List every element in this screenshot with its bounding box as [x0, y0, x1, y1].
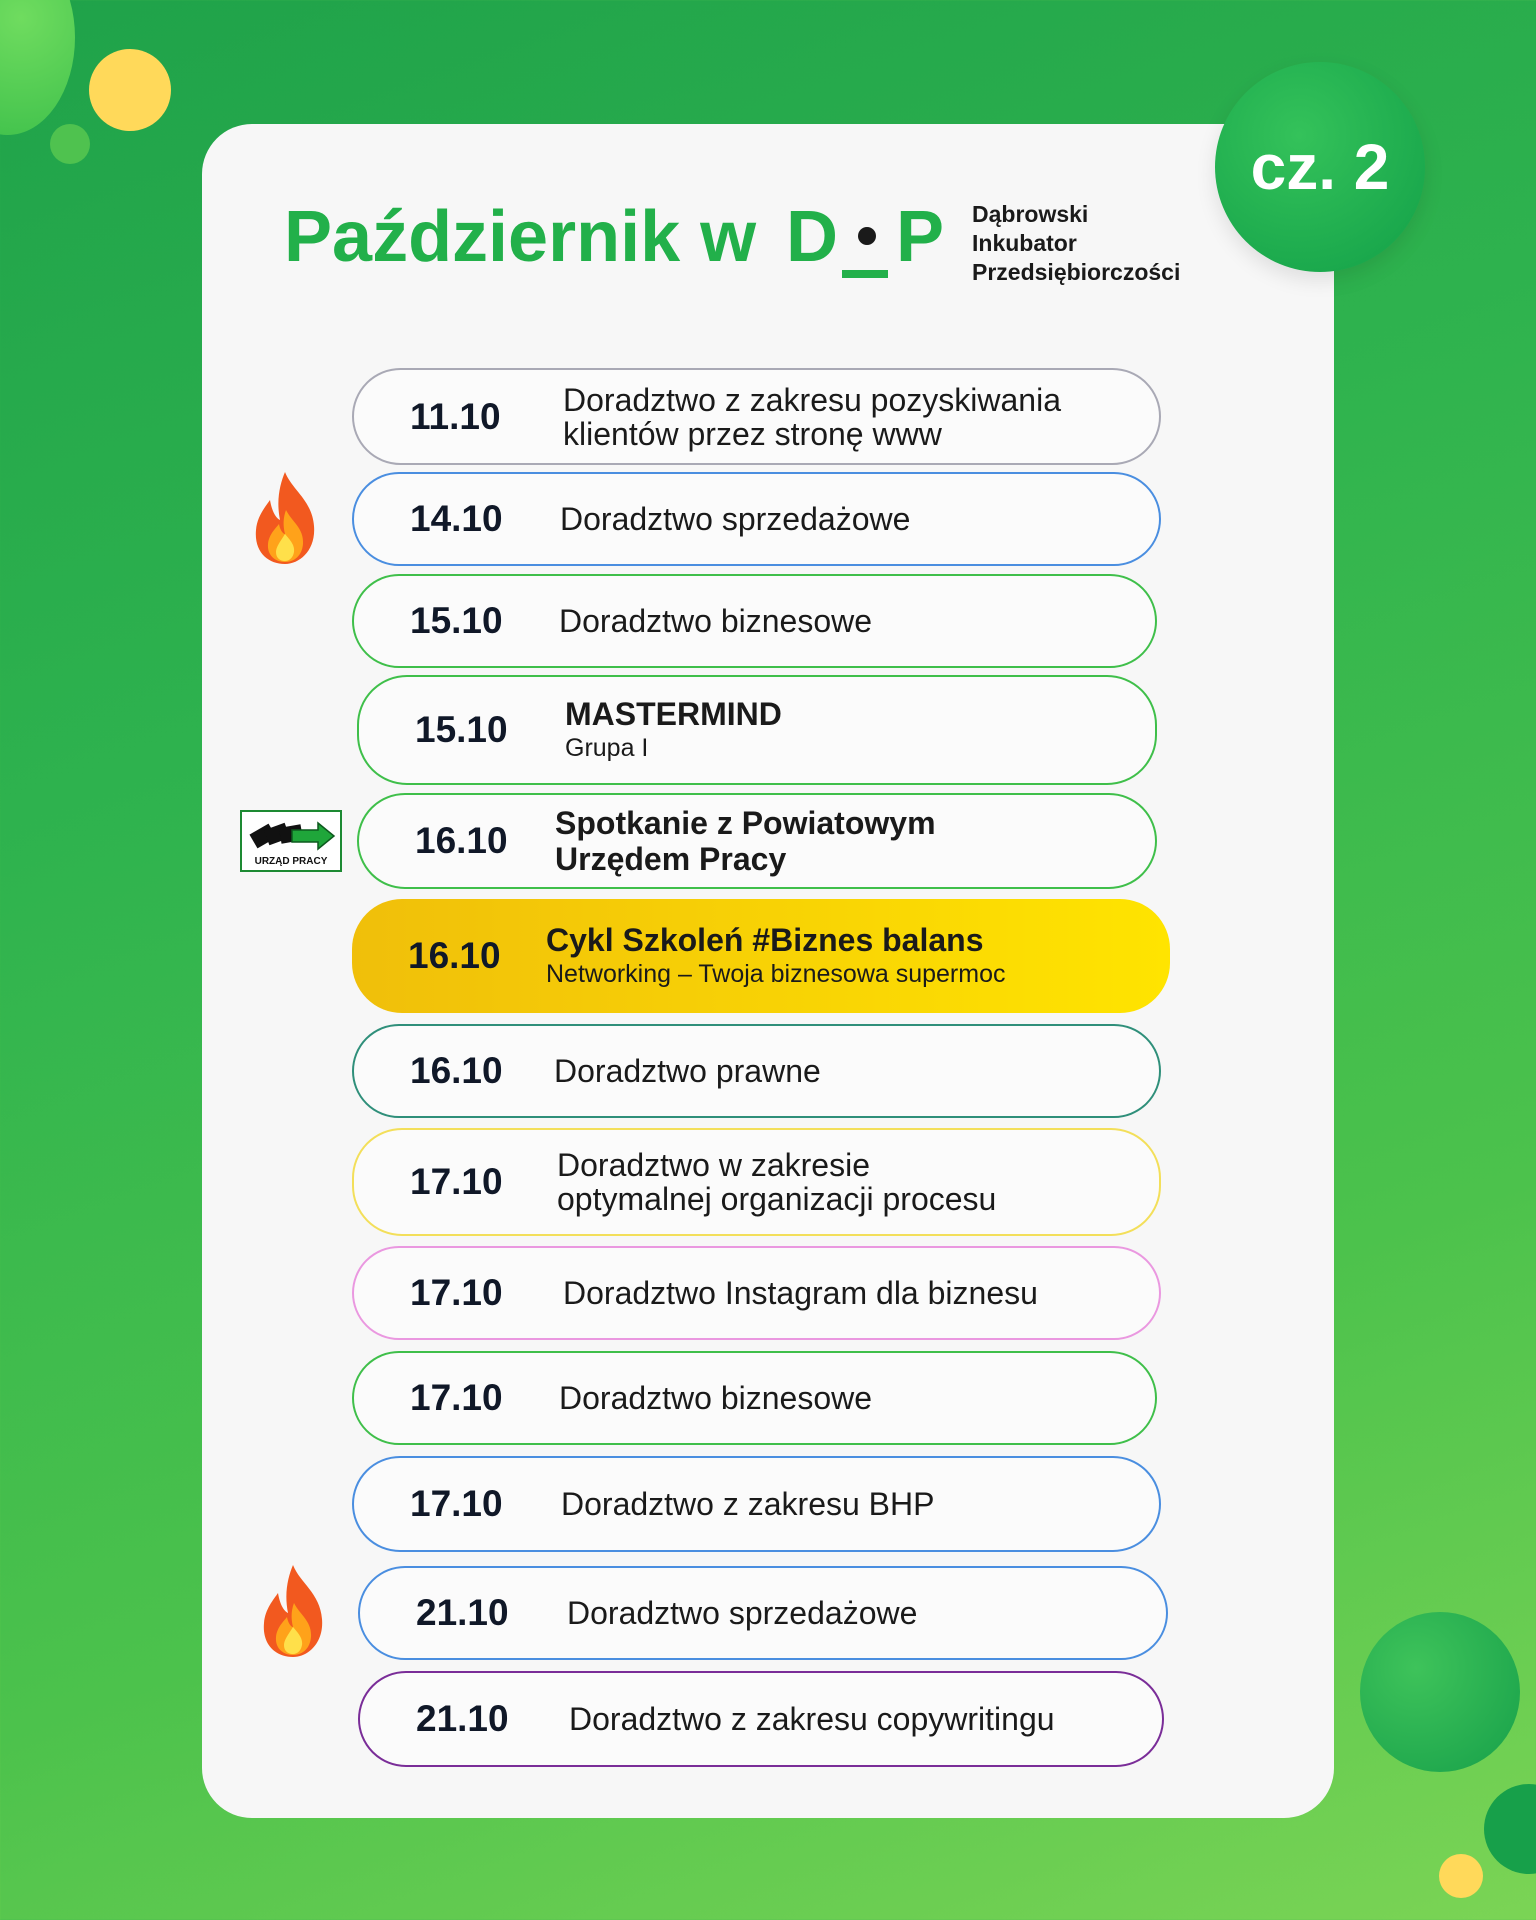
event-subtitle: Networking – Twoja biznesowa supermoc [546, 960, 1006, 988]
event-line: klientów przez stronę www [563, 415, 942, 452]
event-date: 17.10 [410, 1161, 503, 1202]
event-row [352, 1351, 1157, 1445]
logo-underline [842, 270, 888, 278]
event-date: 21.10 [416, 1592, 509, 1633]
decor-circle-yellow [89, 49, 171, 131]
job-cards-icon [248, 816, 336, 856]
event-line: Doradztwo biznesowe [559, 603, 873, 639]
event-title-line: Urzędem Pracy [555, 841, 787, 877]
event-description [555, 795, 936, 887]
event-row [357, 793, 1157, 889]
logo-name-line: Dąbrowski [972, 201, 1089, 227]
event-date: 21.10 [416, 1698, 509, 1739]
decor-circle-top-left [0, 0, 75, 135]
event-date: 17.10 [410, 1483, 503, 1524]
event-line: Doradztwo z zakresu pozyskiwania [563, 381, 1061, 418]
event-subtitle: Grupa I [565, 734, 649, 762]
event-date: 17.10 [410, 1272, 503, 1313]
decor-circle-yellow-small [1439, 1854, 1483, 1898]
event-line: optymalnej organizacji procesu [557, 1181, 997, 1217]
event-line: Doradztwo w zakresie [557, 1147, 870, 1183]
event-title-line: Spotkanie z Powiatowym [555, 805, 936, 841]
decor-circle-small [50, 124, 90, 164]
event-line: Doradztwo z zakresu copywritingu [569, 1701, 1055, 1737]
logo-letter-d: D [786, 197, 838, 277]
event-row [358, 1566, 1168, 1660]
logo-name [972, 200, 1180, 287]
event-date: 16.10 [408, 935, 501, 976]
event-line: Doradztwo sprzedażowe [567, 1595, 918, 1631]
event-description [554, 1026, 821, 1116]
event-description [559, 1353, 872, 1443]
event-description [569, 1673, 1055, 1765]
event-row [352, 1456, 1161, 1552]
decor-circle-edge [1484, 1784, 1536, 1874]
event-date: 15.10 [410, 600, 503, 641]
event-description [546, 899, 1006, 1013]
event-line: Doradztwo sprzedażowe [560, 501, 911, 537]
event-row [352, 368, 1161, 465]
part-badge-label: cz. 2 [1250, 131, 1390, 203]
event-date: 16.10 [415, 820, 508, 861]
event-date: 17.10 [410, 1377, 503, 1418]
page-title: Październik w [284, 197, 757, 277]
event-date: 14.10 [410, 498, 503, 539]
event-line: Doradztwo prawne [554, 1053, 821, 1089]
urzad-pracy-label: URZĄD PRACY [254, 856, 328, 867]
event-description [563, 370, 1061, 463]
logo-letter-p: P [896, 197, 945, 277]
event-title: Cykl Szkoleń #Biznes balans [546, 922, 984, 958]
event-description [563, 1248, 1038, 1338]
event-row [352, 1128, 1161, 1236]
event-line: Doradztwo biznesowe [559, 1380, 873, 1416]
event-date: 11.10 [410, 395, 501, 437]
event-description [560, 474, 910, 564]
decor-circle-bottom-right [1360, 1612, 1520, 1772]
event-line: Doradztwo z zakresu BHP [561, 1486, 935, 1522]
event-description [567, 1568, 917, 1658]
event-line: Doradztwo Instagram dla biznesu [563, 1275, 1038, 1311]
fire-icon [248, 470, 322, 566]
event-row [352, 1024, 1161, 1118]
event-description [559, 576, 872, 666]
event-row [352, 574, 1157, 668]
event-row-highlighted [352, 899, 1170, 1013]
urzad-pracy-icon [240, 810, 342, 872]
logo-name-line: Inkubator [972, 230, 1077, 256]
event-row [357, 675, 1157, 785]
event-row [352, 1246, 1161, 1340]
event-row [352, 472, 1161, 566]
event-row [358, 1671, 1164, 1767]
fire-icon [256, 1563, 330, 1659]
event-title: MASTERMIND [565, 696, 782, 732]
event-description [565, 677, 782, 783]
logo-name-line: Przedsiębiorczości [972, 259, 1181, 285]
event-date: 15.10 [415, 709, 508, 750]
event-description [561, 1458, 934, 1550]
event-date: 16.10 [410, 1050, 503, 1091]
event-description [557, 1130, 996, 1234]
dip-logo [786, 196, 944, 278]
logo-dot-icon [858, 227, 876, 245]
